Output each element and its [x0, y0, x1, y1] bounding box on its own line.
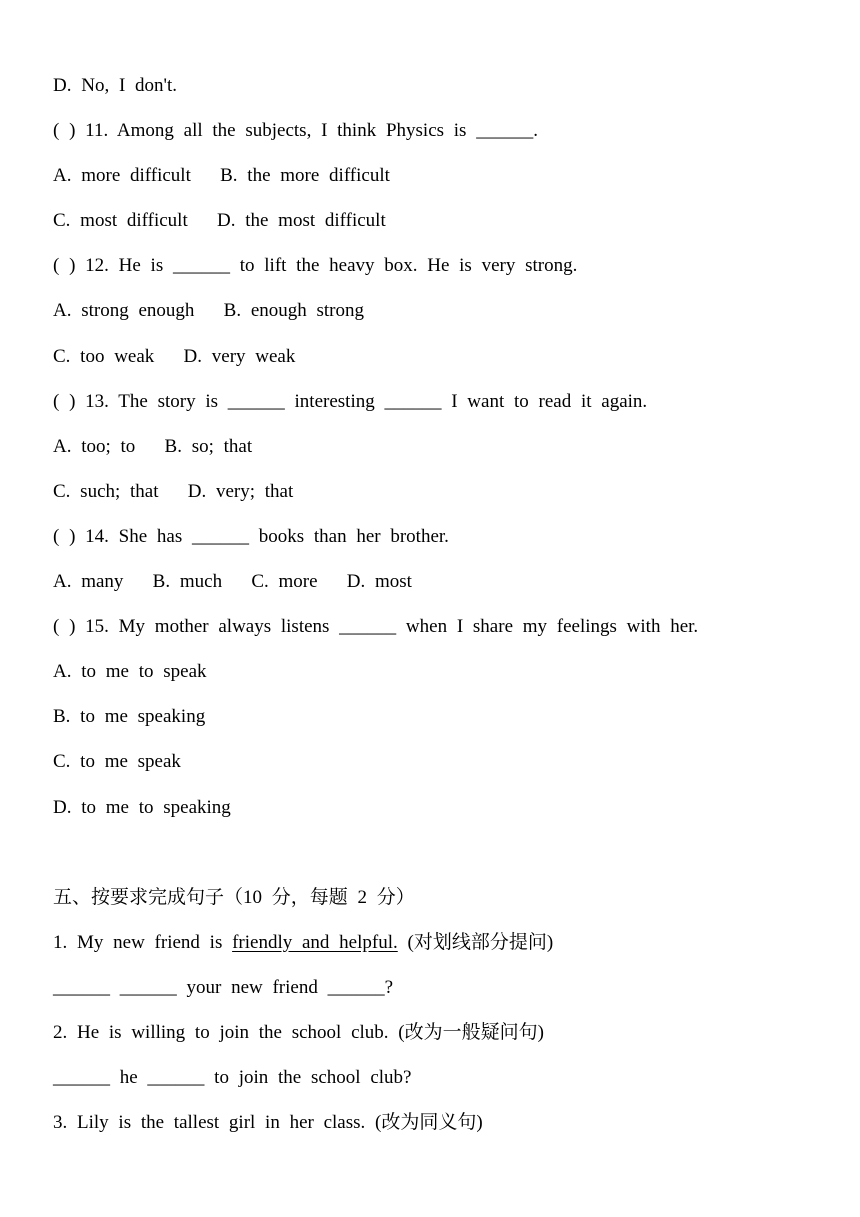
- option-line: D. to me to speaking: [53, 796, 231, 818]
- transform-item-3: 3. Lily is the tallest girl in her class. (改为同义句): [53, 1112, 483, 1134]
- question-stem: ( ) 15. My mother always listens ______ when I share my feelings with her.: [53, 616, 699, 638]
- section-5: [53, 875, 833, 1146]
- answer-line-1: ______ ______ your new friend ______?: [53, 976, 394, 998]
- item-instruction: (对划线部分提问): [397, 931, 554, 953]
- question-stem: ( ) 11. Among all the subjects, I think Physics is ______.: [53, 120, 538, 142]
- question-15: [53, 604, 833, 829]
- section-heading: 五、按要求完成句子（10 分，每题 2 分）: [53, 886, 415, 908]
- answer-line-2: ______ he ______ to join the school club?: [53, 1066, 412, 1088]
- worksheet-page: [53, 63, 833, 1145]
- option-line: B. to me speaking: [53, 706, 206, 728]
- question-12: [53, 243, 833, 378]
- q10-option-d: D. No, I don't.: [53, 75, 177, 96]
- option-line: C. most difficult D. the most difficult: [53, 210, 386, 232]
- question-13: [53, 379, 833, 514]
- option-line: C. such; that D. very; that: [53, 480, 294, 502]
- option-line: A. strong enough B. enough strong: [53, 300, 365, 322]
- option-line: C. too weak D. very weak: [53, 345, 296, 367]
- transform-item-2: 2. He is willing to join the school club. (改为一般疑问句): [53, 1021, 544, 1043]
- question-14: [53, 514, 833, 604]
- item-prefix: 1. My new friend is: [53, 931, 233, 953]
- question-stem: ( ) 12. He is ______ to lift the heavy box. He is very strong.: [53, 255, 578, 277]
- option-line: A. too; to B. so; that: [53, 435, 253, 457]
- underlined-phrase: friendly and helpful.: [232, 931, 398, 953]
- section-spacer: [53, 830, 833, 875]
- question-stem: ( ) 13. The story is ______ interesting ______ I want to read it again.: [53, 390, 648, 412]
- option-line: A. many B. much C. more D. most: [53, 571, 412, 593]
- transform-item-1: [53, 920, 833, 965]
- question-11: [53, 108, 833, 243]
- option-line: C. to me speak: [53, 751, 181, 773]
- option-line: A. to me to speak: [53, 661, 207, 683]
- question-stem: ( ) 14. She has ______ books than her brother.: [53, 525, 449, 547]
- option-line: A. more difficult B. the more difficult: [53, 165, 390, 187]
